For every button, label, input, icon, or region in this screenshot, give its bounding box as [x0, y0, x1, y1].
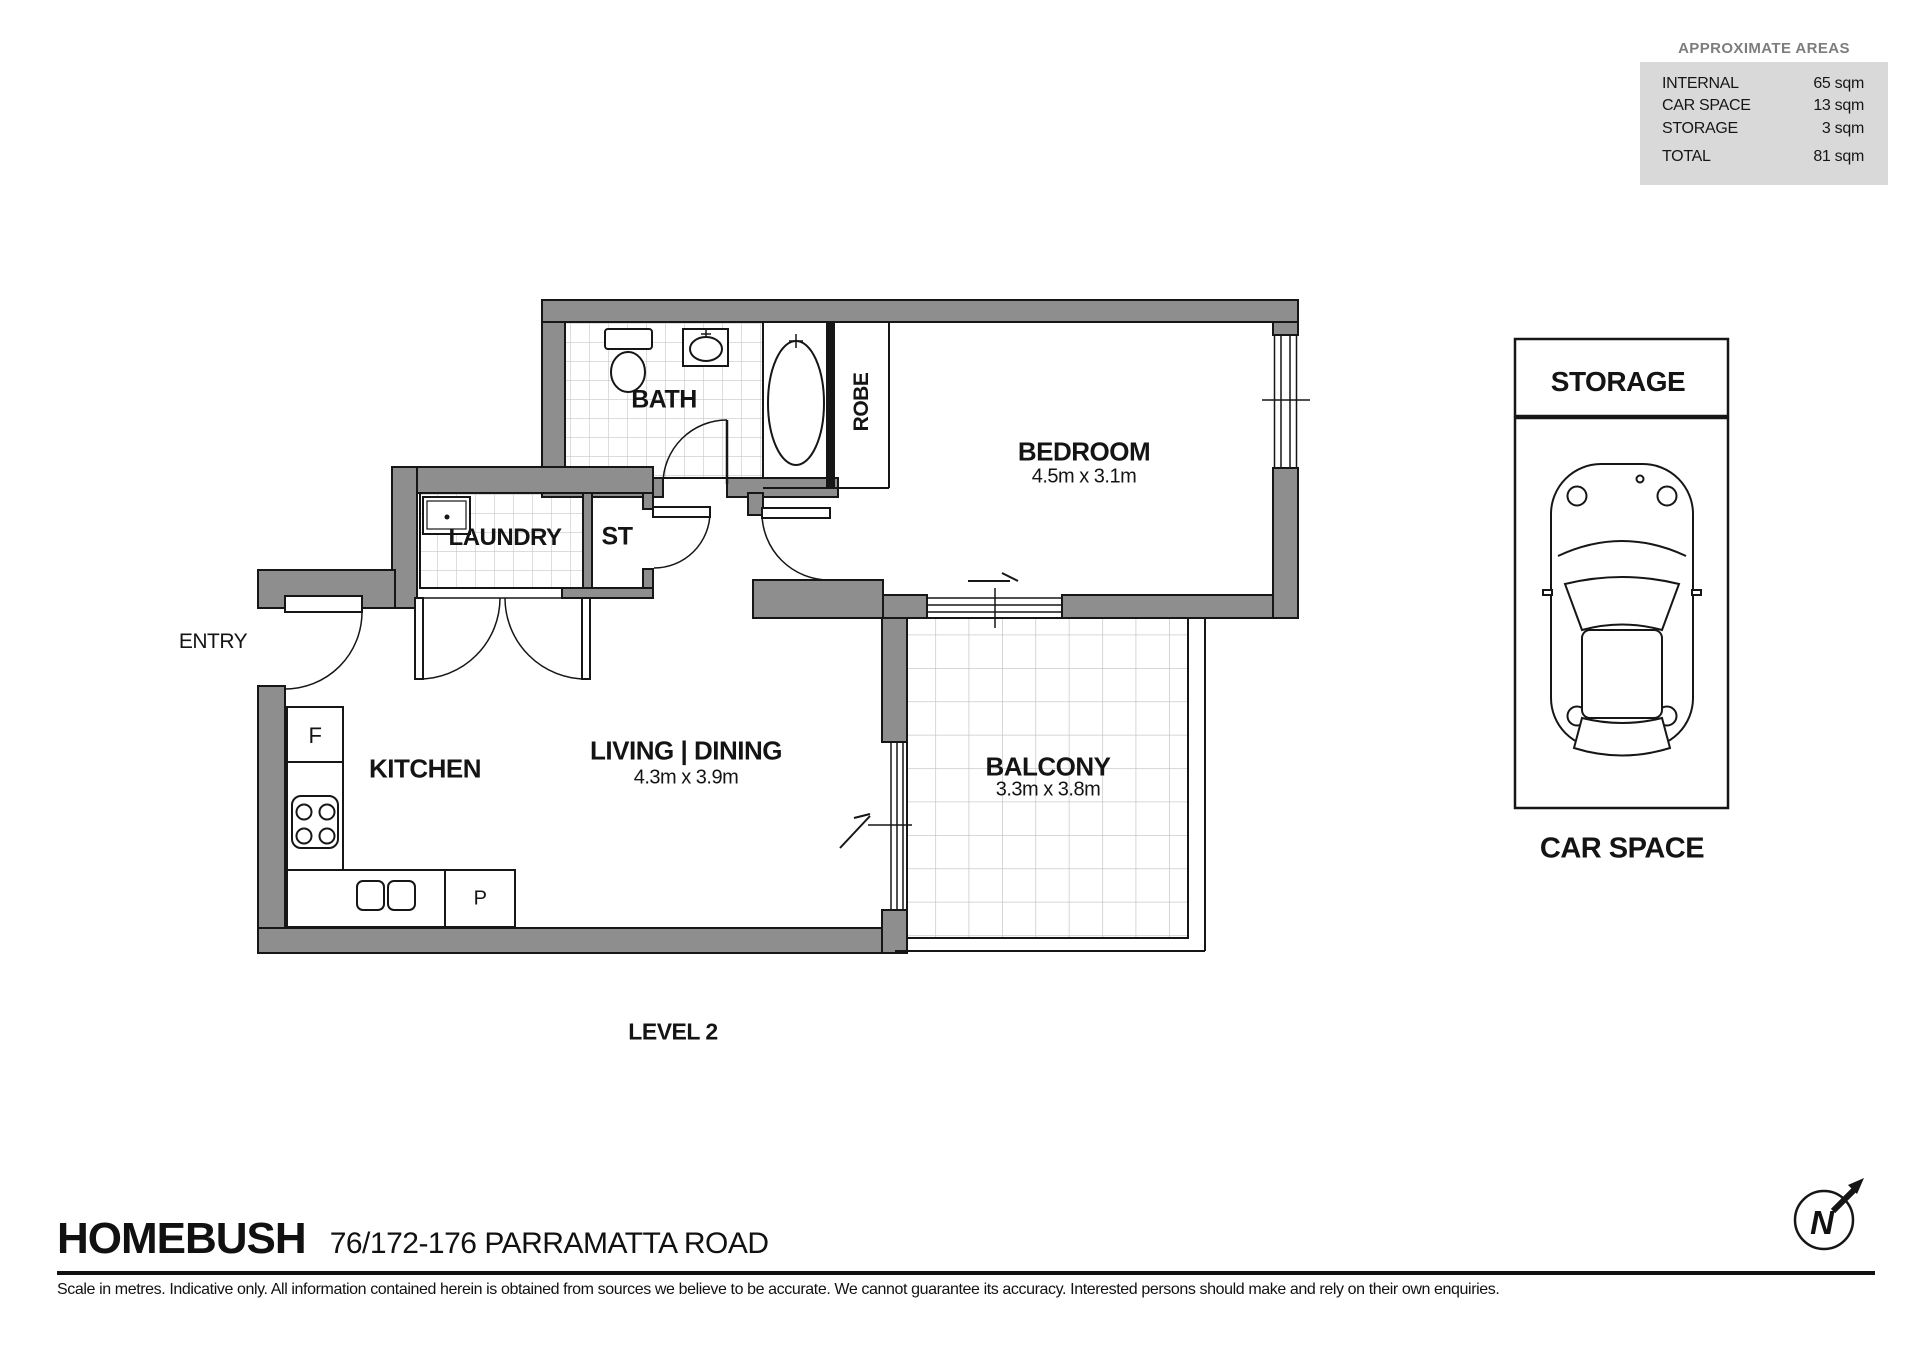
- storage-label: STORAGE: [1550, 366, 1686, 397]
- parking-layer: [1515, 339, 1728, 808]
- area-row-internal: [1662, 75, 1864, 93]
- tub-divider-wall: [826, 322, 835, 488]
- room-dims-living-dining: 4.3m x 3.9m: [633, 766, 739, 789]
- room-dims-bedroom: 4.5m x 3.1m: [1031, 465, 1137, 488]
- room-label-st: ST: [601, 522, 633, 551]
- compass-north-letter: N: [1810, 1204, 1834, 1241]
- area-label: CAR SPACE: [1662, 97, 1751, 114]
- footer-divider: [57, 1271, 1875, 1275]
- areas-panel-title: APPROXIMATE AREAS: [1678, 40, 1850, 57]
- room-label-entry: ENTRY: [178, 630, 248, 653]
- hall-door: [762, 508, 830, 580]
- room-label-kitchen: KITCHEN: [368, 753, 482, 784]
- room-label-balcony: BALCONY: [985, 751, 1111, 782]
- room-label-bath: BATH: [631, 385, 697, 414]
- area-row-total: [1662, 148, 1864, 166]
- fridge-label: F: [308, 723, 322, 748]
- laundry-double-doors: [415, 598, 590, 679]
- room-label-bedroom: BEDROOM: [1017, 436, 1151, 467]
- car-top-view-icon: [1543, 464, 1701, 756]
- area-label: INTERNAL: [1662, 75, 1739, 92]
- footer-title: [57, 1214, 769, 1264]
- area-label: STORAGE: [1662, 120, 1738, 137]
- room-label-robe: ROBE: [850, 372, 873, 432]
- entry-door: [285, 596, 362, 689]
- level-label: LEVEL 2: [628, 1018, 718, 1045]
- address-text: 76/172-176 PARRAMATTA ROAD: [329, 1227, 769, 1260]
- basin-icon: [683, 329, 728, 366]
- areas-panel: [1640, 62, 1888, 185]
- area-row-storage: [1662, 120, 1864, 138]
- area-label: TOTAL: [1662, 148, 1711, 165]
- disclaimer-text: Scale in metres. Indicative only. All information contained herein is obtained from sources we believe to be accurate. We cannot guarantee its accuracy. Interested persons should make and rely on their own enquiries.: [57, 1281, 1500, 1298]
- area-value: 81 sqm: [1813, 148, 1864, 165]
- car-space-label: CAR SPACE: [1539, 832, 1705, 865]
- suburb-title: HOMEBUSH: [57, 1214, 306, 1263]
- area-row-car-space: [1662, 97, 1864, 115]
- area-value: 3 sqm: [1821, 120, 1864, 137]
- area-value: 65 sqm: [1813, 75, 1864, 92]
- pantry-label: P: [473, 887, 487, 910]
- room-label-laundry: LAUNDRY: [448, 524, 562, 551]
- st-door: [653, 507, 710, 568]
- bathtub-icon: [768, 334, 824, 465]
- cooktop-icon: [292, 796, 338, 848]
- room-dims-balcony: 3.3m x 3.8m: [995, 778, 1101, 801]
- room-label-living-dining: LIVING | DINING: [590, 735, 782, 766]
- area-value: 13 sqm: [1813, 97, 1864, 114]
